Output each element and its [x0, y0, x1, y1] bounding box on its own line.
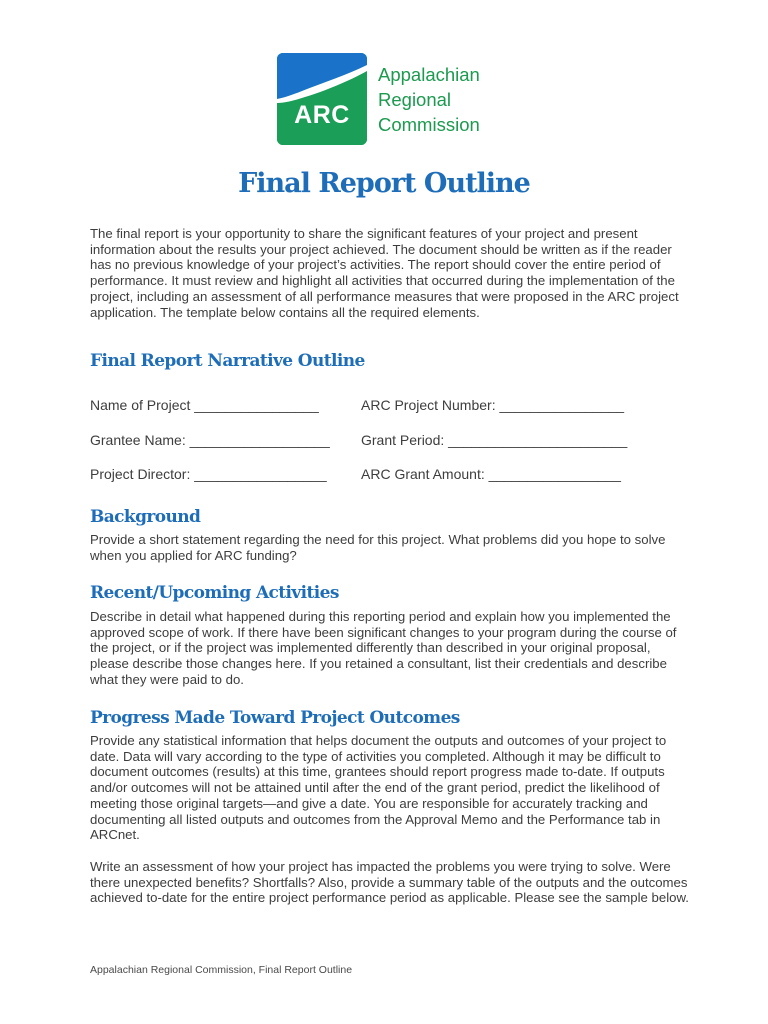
- arc-grant-amount-field: ARC Grant Amount: _________________: [361, 466, 621, 482]
- project-name-field: Name of Project ________________: [90, 397, 319, 413]
- assessment-paragraph: Write an assessment of how your project has impacted the problems you were trying to solve. Were there unexpected benefits? Shortfalls? Also, provide a summary table of the outputs and the outcomes achieved to-date for the entire project performance period as applicable. Please see the sample below.: [90, 859, 689, 906]
- logo-name-line: Regional: [378, 89, 452, 110]
- grantee-name-field: Grantee Name: __________________: [90, 432, 330, 448]
- arc-logo-mark: [277, 53, 367, 145]
- project-director-field: Project Director: _________________: [90, 466, 327, 482]
- activities-heading: Recent/Upcoming Activities: [90, 583, 339, 603]
- progress-paragraph: Provide any statistical information that helps document the outputs and outcomes of your project to date. Data will vary according to the type of activities you completed. Although it may be difficult to document outcomes (results) at this time, grantees should report progress made to-date. If outputs and/or outcomes will not be attained until after the end of the grant period, predict the likelihood of meeting those original targets—and give a date. You are responsible for accurately tracking and documenting all listed outputs and outcomes from the Approval Memo and the Performance tab in ARCnet.: [90, 733, 667, 843]
- logo-organization-name: [378, 62, 480, 137]
- background-paragraph: Provide a short statement regarding the need for this project. What problems did you hope to solve when you applied for ARC funding?: [90, 532, 666, 563]
- activities-paragraph: Describe in detail what happened during this reporting period and explain how you implemented the approved scope of work. If there have been significant changes to your program during the course of the project, or if the project was implemented differently than described in your original proposal, please describe those changes here. If you retained a consultant, list their credentials and describe what they were paid to do.: [90, 609, 677, 687]
- wave-icon: [277, 53, 367, 145]
- page-footer: Appalachian Regional Commission, Final Report Outline: [90, 964, 353, 976]
- arc-project-number-field: ARC Project Number: ________________: [361, 397, 625, 413]
- arc-logo: [277, 53, 517, 145]
- narrative-outline-heading: Final Report Narrative Outline: [90, 351, 365, 371]
- background-heading: Background: [90, 507, 201, 527]
- document-title: Final Report Outline: [238, 168, 530, 199]
- intro-paragraph: The final report is your opportunity to share the significant features of your project and present information about the results your project achieved. The document should be written as if the reader has no previous knowledge of your project’s activities. The report should cover the entire period of performance. It must review and highlight all activities that occurred during the implementation of the project, including an assessment of all performance measures that were proposed in the ARC project application. The template below contains all the required elements.: [90, 226, 679, 320]
- grant-period-field: Grant Period: _______________________: [361, 432, 628, 448]
- logo-name-line: Commission: [378, 114, 480, 135]
- logo-name-line: Appalachian: [378, 64, 480, 85]
- progress-heading: Progress Made Toward Project Outcomes: [90, 708, 460, 728]
- logo-abbreviation: ARC: [294, 101, 350, 129]
